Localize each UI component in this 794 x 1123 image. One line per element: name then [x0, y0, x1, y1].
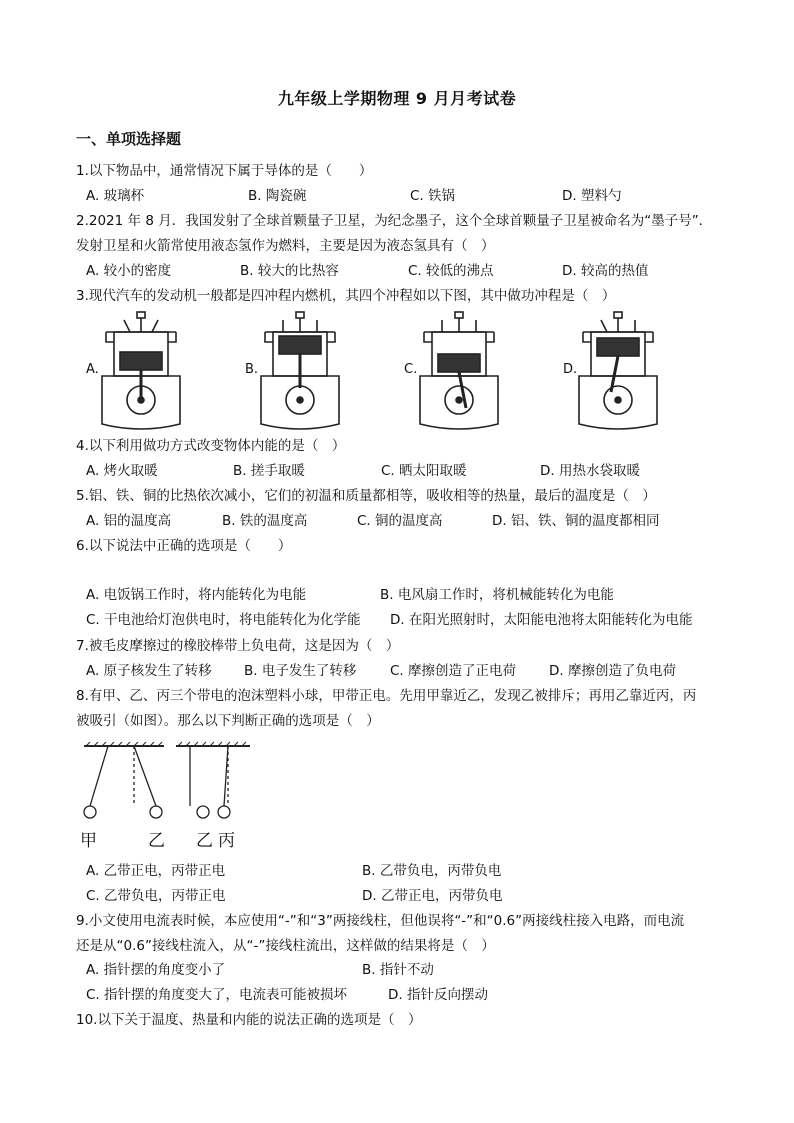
question-6-option-d: D. 在阳光照射时，太阳能电池将太阳能转化为电能	[390, 612, 693, 628]
question-2-option-d: D. 较高的热值	[562, 263, 649, 279]
question-1-option-a: A. 玻璃杯	[86, 188, 145, 204]
exam-title: 九年级上学期物理 9 月月考试卷	[277, 89, 517, 108]
question-7-option-d: D. 摩擦创造了负电荷	[549, 663, 676, 679]
question-3-option-a-label: A.	[86, 362, 99, 377]
figure-label-yi-right: 乙	[196, 831, 213, 851]
figure-label-bing: 丙	[218, 831, 235, 851]
section-heading: 一、单项选择题	[76, 130, 182, 148]
question-3-stem: 3.现代汽车的发动机一般都是四冲程内燃机，其四个冲程如以下图，其中做功冲程是（ ）	[76, 288, 616, 304]
question-6-stem: 6.以下说法中正确的选项是（ ）	[76, 538, 292, 554]
question-5-option-d: D. 铝、铁、铜的温度都相同	[492, 513, 660, 529]
question-4-option-b: B. 搓手取暖	[233, 463, 305, 479]
engine-diagram-a	[96, 312, 186, 432]
figure-label-jia: 甲	[80, 831, 97, 851]
question-7-option-c: C. 摩擦创造了正电荷	[390, 663, 517, 679]
question-5-option-c: C. 铜的温度高	[357, 513, 443, 529]
question-9-stem-line-1: 9.小文使用电流表时候，本应使用“-”和“3”两接线柱，但他误将“-”和“0.6”两接线柱接入电路，而电流	[76, 913, 685, 929]
question-2-stem-line-1: 2.2021 年 8 月．我国发射了全球首颗量子卫星，为纪念墨子，这个全球首颗量子卫星被命名为“墨子号”．	[76, 213, 713, 229]
engine-diagram-c	[414, 312, 504, 432]
question-5-stem: 5.铝、铁、铜的比热依次减小，它们的初温和质量都相等，吸收相等的热量，最后的温度是（ ）	[76, 488, 656, 504]
question-2-option-c: C. 较低的沸点	[408, 263, 494, 279]
question-10-stem: 10.以下关于温度、热量和内能的说法正确的选项是（ ）	[76, 1012, 422, 1028]
question-6-option-a: A. 电饭锅工作时，将内能转化为电能	[86, 587, 307, 603]
question-1-option-b: B. 陶瓷碗	[248, 188, 307, 204]
question-4-option-a: A. 烤火取暖	[86, 463, 158, 479]
question-9-option-d: D. 指针反向摆动	[388, 987, 488, 1003]
question-9-option-a: A. 指针摆的角度变小了	[86, 962, 226, 978]
question-9-option-b: B. 指针不动	[362, 962, 434, 978]
question-8-stem-line-1: 8.有甲、乙、丙三个带电的泡沫塑料小球，甲带正电。先用甲靠近乙，发现乙被排斥；再用乙靠近丙，丙	[76, 688, 697, 704]
engine-diagram-d	[573, 312, 663, 432]
figure-label-yi-left: 乙	[148, 831, 165, 851]
question-6-option-c: C. 干电池给灯泡供电时，将电能转化为化学能	[86, 612, 361, 628]
charged-balls-figure	[78, 742, 258, 822]
question-8-stem-line-2: 被吸引（如图）。那么以下判断正确的选项是（ ）	[76, 713, 380, 729]
question-3-option-b-label: B.	[245, 362, 259, 377]
question-2-option-b: B. 较大的比热容	[240, 263, 339, 279]
question-4-option-d: D. 用热水袋取暖	[540, 463, 640, 479]
question-4-stem: 4.以下利用做功方式改变物体内能的是（ ）	[76, 438, 346, 454]
question-5-option-a: A. 铝的温度高	[86, 513, 172, 529]
question-3-option-d-label: D.	[563, 362, 578, 377]
question-1-option-d: D. 塑料勺	[562, 188, 622, 204]
question-8-option-b: B. 乙带负电，丙带负电	[362, 863, 502, 879]
question-5-option-b: B. 铁的温度高	[222, 513, 308, 529]
question-2-stem-line-2: 发射卫星和火箭常使用液态氢作为燃料，主要是因为液态氢具有（ ）	[76, 238, 495, 254]
question-1-option-c: C. 铁锅	[410, 188, 456, 204]
question-8-option-a: A. 乙带正电，丙带正电	[86, 863, 226, 879]
question-1-stem: 1.以下物品中，通常情况下属于导体的是（ ）	[76, 163, 373, 179]
question-3-option-c-label: C.	[404, 362, 418, 377]
question-8-option-c: C. 乙带负电，丙带正电	[86, 888, 226, 904]
question-6-option-b: B. 电风扇工作时，将机械能转化为电能	[380, 587, 614, 603]
question-7-stem: 7.被毛皮摩擦过的橡胶棒带上负电荷，这是因为（ ）	[76, 638, 400, 654]
engine-diagram-b	[255, 312, 345, 432]
question-8-option-d: D. 乙带正电，丙带负电	[362, 888, 503, 904]
question-4-option-c: C. 晒太阳取暖	[381, 463, 467, 479]
question-9-option-c: C. 指针摆的角度变大了，电流表可能被损坏	[86, 987, 348, 1003]
question-7-option-a: A. 原子核发生了转移	[86, 663, 212, 679]
question-7-option-b: B. 电子发生了转移	[244, 663, 357, 679]
question-9-stem-line-2: 还是从“0.6”接线柱流入，从“-”接线柱流出，这样做的结果将是（ ）	[76, 938, 495, 954]
question-2-option-a: A. 较小的密度	[86, 263, 172, 279]
